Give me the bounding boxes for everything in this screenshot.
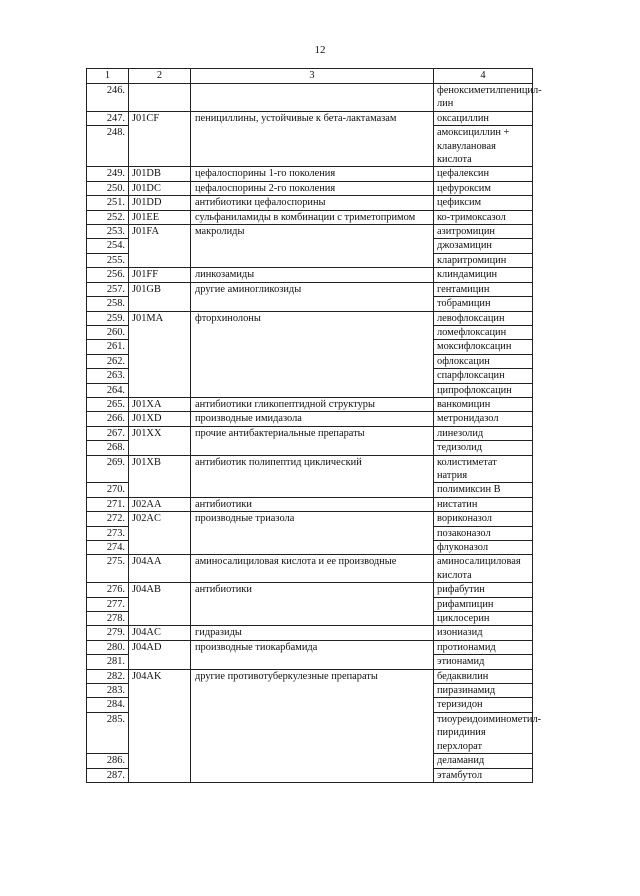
drug-name: ломефлоксацин <box>434 325 533 339</box>
row-number: 254. <box>87 239 129 253</box>
drug-name: изониазид <box>434 626 533 640</box>
group-description <box>191 354 434 368</box>
row-number: 273. <box>87 526 129 540</box>
table-row <box>87 768 533 782</box>
atc-code <box>129 712 191 753</box>
group-description <box>191 541 434 555</box>
table-row <box>87 253 533 267</box>
group-description <box>191 253 434 267</box>
table-row <box>87 455 533 483</box>
group-description <box>191 712 434 753</box>
table-row <box>87 181 533 195</box>
atc-code: J01XB <box>129 455 191 483</box>
drug-name: деламанид <box>434 754 533 768</box>
drug-name: моксифлоксацин <box>434 340 533 354</box>
row-number: 283. <box>87 684 129 698</box>
table-row <box>87 84 533 112</box>
atc-code <box>129 483 191 497</box>
atc-code: J01EE <box>129 210 191 224</box>
row-number: 270. <box>87 483 129 497</box>
table-row <box>87 325 533 339</box>
drug-name: ко-тримоксазол <box>434 210 533 224</box>
group-description <box>191 84 434 112</box>
table-row <box>87 167 533 181</box>
table-row <box>87 541 533 555</box>
atc-code: J01XX <box>129 426 191 440</box>
table-row <box>87 210 533 224</box>
table-row <box>87 512 533 526</box>
group-description: производные имидазола <box>191 412 434 426</box>
table-row <box>87 441 533 455</box>
drug-name: оксациллин <box>434 111 533 125</box>
row-number: 259. <box>87 311 129 325</box>
group-description: гидразиды <box>191 626 434 640</box>
group-description <box>191 655 434 669</box>
group-description <box>191 383 434 397</box>
atc-code: J04AK <box>129 669 191 683</box>
atc-code: J01XA <box>129 397 191 411</box>
table-body <box>87 84 542 783</box>
drug-name: тиоуреидоиминометил-пиридиния перхлорат <box>434 712 533 753</box>
row-number: 277. <box>87 597 129 611</box>
atc-code <box>129 340 191 354</box>
atc-code <box>129 369 191 383</box>
table-row <box>87 340 533 354</box>
group-description <box>191 441 434 455</box>
group-description: антибиотики гликопептидной структуры <box>191 397 434 411</box>
group-description: аминосалициловая кислота и ее производные <box>191 555 434 583</box>
drug-name: нистатин <box>434 497 533 511</box>
table-row <box>87 555 533 583</box>
group-description: цефалоспорины 2-го поколения <box>191 181 434 195</box>
table-row <box>87 311 533 325</box>
group-description <box>191 612 434 626</box>
atc-code <box>129 754 191 768</box>
row-number: 281. <box>87 655 129 669</box>
table-row <box>87 412 533 426</box>
atc-code: J01GB <box>129 282 191 296</box>
group-description <box>191 698 434 712</box>
group-description <box>191 597 434 611</box>
atc-code <box>129 597 191 611</box>
row-number: 263. <box>87 369 129 383</box>
table-row <box>87 426 533 440</box>
row-number: 284. <box>87 698 129 712</box>
row-number: 249. <box>87 167 129 181</box>
row-number: 279. <box>87 626 129 640</box>
group-description <box>191 526 434 540</box>
table-row <box>87 126 533 167</box>
row-number: 261. <box>87 340 129 354</box>
header-col-1: 1 <box>87 69 129 84</box>
atc-code <box>129 655 191 669</box>
table-row <box>87 698 533 712</box>
drug-name: аминосалициловая кислота <box>434 555 533 583</box>
row-number: 285. <box>87 712 129 753</box>
group-description: другие противотуберкулезные препараты <box>191 669 434 683</box>
drug-name: рифабутин <box>434 583 533 597</box>
row-number: 266. <box>87 412 129 426</box>
row-number: 265. <box>87 397 129 411</box>
drug-name: левофлоксацин <box>434 311 533 325</box>
drug-name: позаконазол <box>434 526 533 540</box>
table-row <box>87 225 533 239</box>
row-number: 274. <box>87 541 129 555</box>
row-number: 255. <box>87 253 129 267</box>
atc-code: J02AC <box>129 512 191 526</box>
group-description: другие аминогликозиды <box>191 282 434 296</box>
atc-code <box>129 612 191 626</box>
atc-code <box>129 325 191 339</box>
group-description: производные триазола <box>191 512 434 526</box>
group-description <box>191 684 434 698</box>
row-number: 275. <box>87 555 129 583</box>
atc-code <box>129 698 191 712</box>
atc-code: J04AC <box>129 626 191 640</box>
atc-code <box>129 541 191 555</box>
drug-name: этамбутол <box>434 768 533 782</box>
atc-code <box>129 253 191 267</box>
atc-code: J04AB <box>129 583 191 597</box>
row-number: 264. <box>87 383 129 397</box>
drug-name: полимиксин В <box>434 483 533 497</box>
group-description: антибиотики цефалоспорины <box>191 196 434 210</box>
drug-name: этионамид <box>434 655 533 669</box>
table-row <box>87 655 533 669</box>
atc-code: J01DD <box>129 196 191 210</box>
row-number: 268. <box>87 441 129 455</box>
group-description: антибиотики <box>191 497 434 511</box>
page-number: 12 <box>314 44 326 56</box>
row-number: 271. <box>87 497 129 511</box>
group-description: пенициллины, устойчивые к бета-лактамазам <box>191 111 434 125</box>
atc-code <box>129 768 191 782</box>
drug-name: кларитромицин <box>434 253 533 267</box>
row-number: 287. <box>87 768 129 782</box>
table-row <box>87 239 533 253</box>
drug-name: протионамид <box>434 640 533 654</box>
group-description: макролиды <box>191 225 434 239</box>
row-number: 253. <box>87 225 129 239</box>
group-description <box>191 768 434 782</box>
group-description <box>191 369 434 383</box>
drug-name: амоксициллин + клавулановая кислота <box>434 126 533 167</box>
drug-name: теризидон <box>434 698 533 712</box>
row-number: 280. <box>87 640 129 654</box>
table-row <box>87 383 533 397</box>
drug-name: рифампицин <box>434 597 533 611</box>
row-number: 252. <box>87 210 129 224</box>
atc-code: J04AD <box>129 640 191 654</box>
row-number: 251. <box>87 196 129 210</box>
table-row <box>87 754 533 768</box>
atc-code: J01XD <box>129 412 191 426</box>
table-row <box>87 583 533 597</box>
atc-code: J01DC <box>129 181 191 195</box>
table-row <box>87 612 533 626</box>
group-description: производные тиокарбамида <box>191 640 434 654</box>
atc-code: J01FA <box>129 225 191 239</box>
group-description <box>191 340 434 354</box>
row-number: 269. <box>87 455 129 483</box>
group-description <box>191 126 434 167</box>
group-description <box>191 483 434 497</box>
drug-table <box>86 68 542 783</box>
atc-code: J01FF <box>129 268 191 282</box>
table-row <box>87 369 533 383</box>
row-number: 248. <box>87 126 129 167</box>
group-description: цефалоспорины 1-го поколения <box>191 167 434 181</box>
drug-name: цефиксим <box>434 196 533 210</box>
row-number: 282. <box>87 669 129 683</box>
row-number: 272. <box>87 512 129 526</box>
group-description: антибиотик полипептид циклический <box>191 455 434 483</box>
table-row <box>87 196 533 210</box>
drug-name: цефалексин <box>434 167 533 181</box>
header-col-2: 2 <box>129 69 191 84</box>
atc-code <box>129 383 191 397</box>
table-row <box>87 626 533 640</box>
drug-name: тобрамицин <box>434 297 533 311</box>
table-row <box>87 354 533 368</box>
drug-name: флуконазол <box>434 541 533 555</box>
drug-name: офлоксацин <box>434 354 533 368</box>
table-header-row <box>87 69 533 84</box>
atc-code <box>129 684 191 698</box>
table-row <box>87 640 533 654</box>
atc-code <box>129 441 191 455</box>
table-row <box>87 712 533 753</box>
group-description: прочие антибактериальные препараты <box>191 426 434 440</box>
drug-name: колистиметат натрия <box>434 455 533 483</box>
row-number: 276. <box>87 583 129 597</box>
drug-name: азитромицин <box>434 225 533 239</box>
group-description <box>191 325 434 339</box>
drug-name: тедизолид <box>434 441 533 455</box>
row-number: 257. <box>87 282 129 296</box>
atc-code: J01CF <box>129 111 191 125</box>
row-number: 258. <box>87 297 129 311</box>
drug-name: ванкомицин <box>434 397 533 411</box>
table-row <box>87 282 533 296</box>
drug-name: линезолид <box>434 426 533 440</box>
drug-name: вориконазол <box>434 512 533 526</box>
table-row <box>87 483 533 497</box>
group-description: линкозамиды <box>191 268 434 282</box>
table-row <box>87 684 533 698</box>
atc-code <box>129 84 191 112</box>
drug-name: циклосерин <box>434 612 533 626</box>
group-description <box>191 297 434 311</box>
drug-name: пиразинамид <box>434 684 533 698</box>
table-row <box>87 268 533 282</box>
drug-name: феноксиметилпеницил-лин <box>434 84 533 112</box>
atc-code: J02AA <box>129 497 191 511</box>
drug-name: клиндамицин <box>434 268 533 282</box>
atc-code <box>129 239 191 253</box>
group-description: антибиотики <box>191 583 434 597</box>
drug-name: гентамицин <box>434 282 533 296</box>
table-row <box>87 597 533 611</box>
drug-name: джозамицин <box>434 239 533 253</box>
row-number: 278. <box>87 612 129 626</box>
row-number: 256. <box>87 268 129 282</box>
row-number: 247. <box>87 111 129 125</box>
group-description <box>191 754 434 768</box>
group-description: фторхинолоны <box>191 311 434 325</box>
row-number: 286. <box>87 754 129 768</box>
row-number: 262. <box>87 354 129 368</box>
table-row <box>87 297 533 311</box>
drug-name: бедаквилин <box>434 669 533 683</box>
drug-name: спарфлоксацин <box>434 369 533 383</box>
table-row <box>87 497 533 511</box>
row-number: 260. <box>87 325 129 339</box>
table-row <box>87 669 533 683</box>
table-row <box>87 526 533 540</box>
atc-code: J04AA <box>129 555 191 583</box>
group-description <box>191 239 434 253</box>
header-col-3: 3 <box>191 69 434 84</box>
row-number: 267. <box>87 426 129 440</box>
drug-name: метронидазол <box>434 412 533 426</box>
row-number: 246. <box>87 84 129 112</box>
header-col-4: 4 <box>434 69 533 84</box>
row-number: 250. <box>87 181 129 195</box>
atc-code: J01MA <box>129 311 191 325</box>
table-row <box>87 111 533 125</box>
table-row <box>87 397 533 411</box>
drug-name: цефуроксим <box>434 181 533 195</box>
atc-code: J01DB <box>129 167 191 181</box>
drug-name: ципрофлоксацин <box>434 383 533 397</box>
atc-code <box>129 126 191 167</box>
group-description: сульфаниламиды в комбинации с триметопримом <box>191 210 434 224</box>
atc-code <box>129 526 191 540</box>
atc-code <box>129 297 191 311</box>
atc-code <box>129 354 191 368</box>
